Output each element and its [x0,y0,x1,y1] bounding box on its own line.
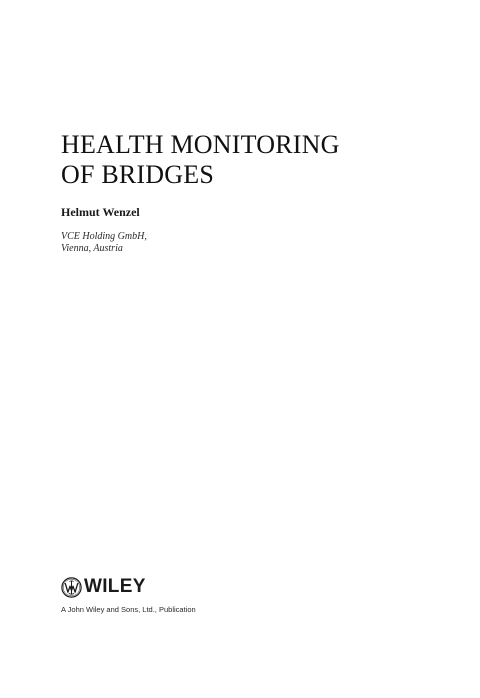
book-title-line-1: HEALTH MONITORING [61,130,340,159]
publisher-logo [61,576,196,598]
book-title-line-2: OF BRIDGES [61,160,214,189]
author-affiliation [61,231,147,255]
publisher-tagline: A John Wiley and Sons, Ltd., Publication [61,605,196,614]
publisher-imprint [61,576,196,614]
author-name: Helmut Wenzel [61,205,140,219]
affiliation-line-2: Vienna, Austria [61,243,123,254]
affiliation-line-1: VCE Holding GmbH, [61,231,147,242]
publisher-wordmark: WILEY [84,576,146,597]
book-title [61,130,340,190]
wiley-emblem-icon [61,577,82,598]
